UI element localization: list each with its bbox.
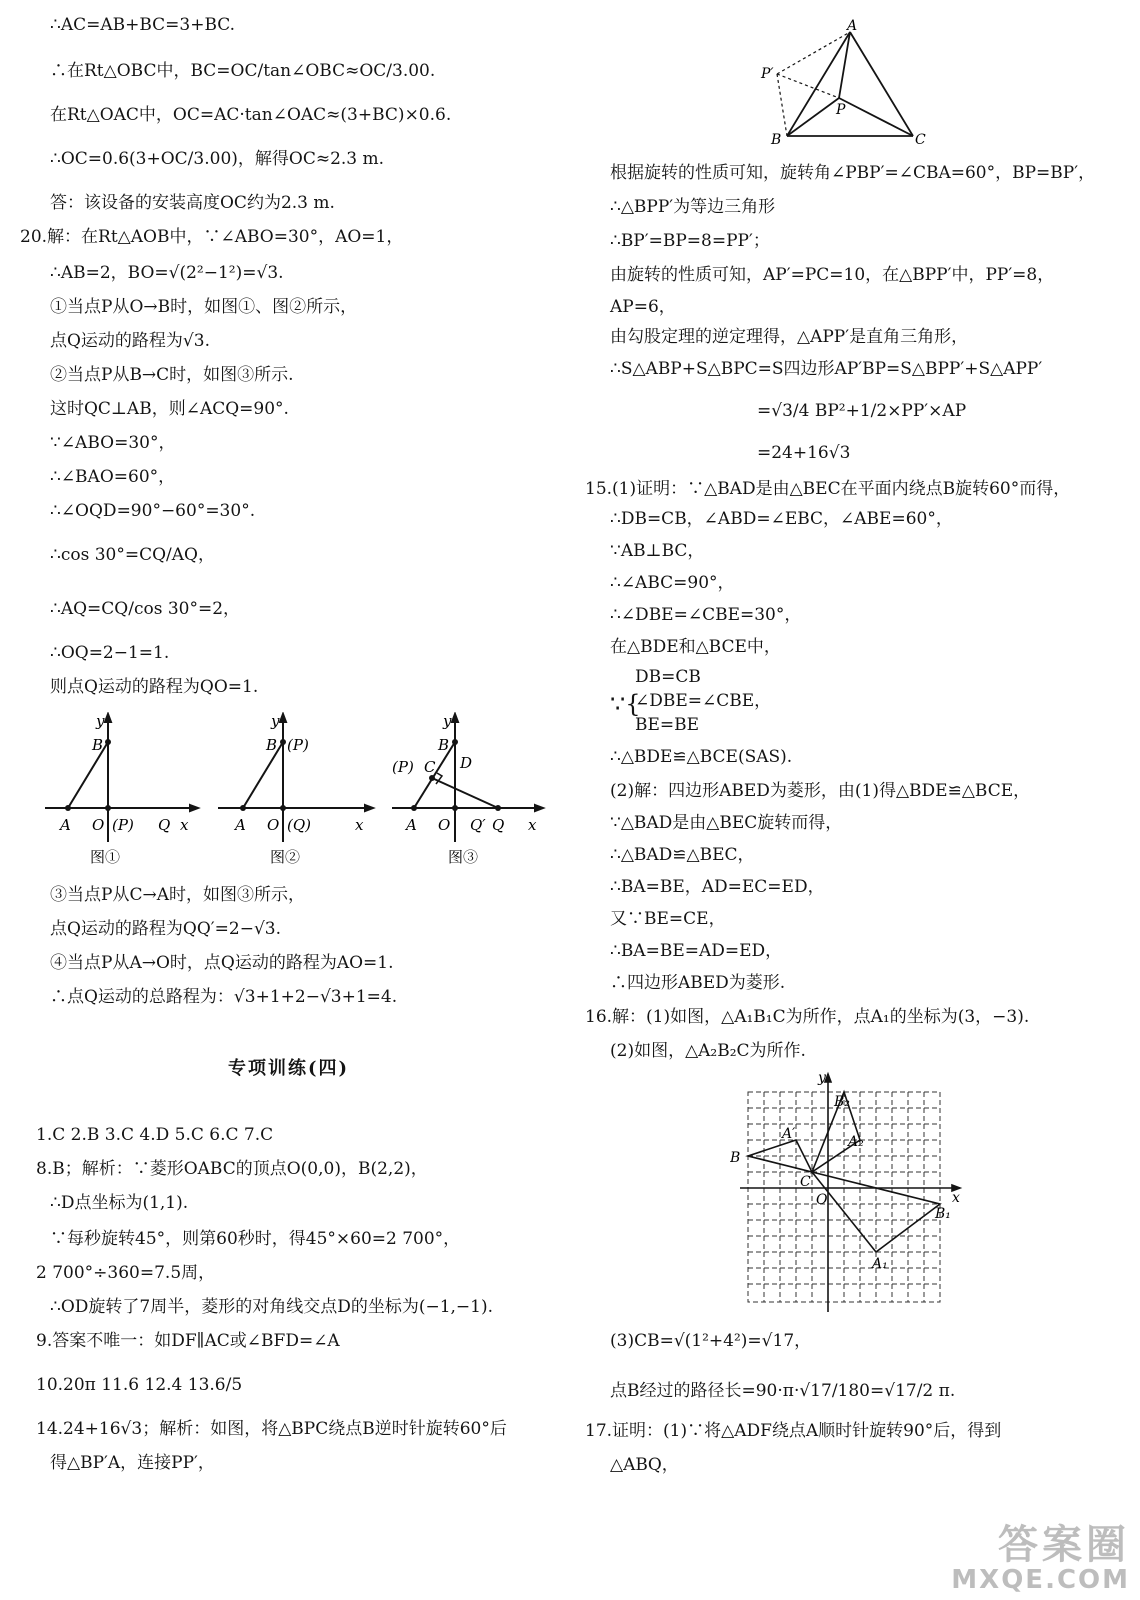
axis-label: y	[271, 712, 280, 730]
point-label: Q	[158, 816, 171, 834]
text-line: ∵每秒旋转45°，则第60秒时，得45°×60=2 700°，	[50, 1229, 461, 1249]
figure-caption: 图③	[448, 848, 479, 866]
text-line: (2)如图，△A₂B₂C为所作.	[610, 1041, 806, 1061]
text-line: 点B经过的路径长=90·π·√17/180=√17/2 π.	[610, 1381, 956, 1401]
text-line: ∴AQ=CQ/cos 30°=2，	[50, 599, 241, 619]
figure-caption: 图①	[90, 848, 121, 866]
text-line: 16.解：(1)如图，△A₁B₁C为所作，点A₁的坐标为(3，−3).	[585, 1007, 1030, 1027]
text-line: ∴△BDE≌△BCE(SAS).	[610, 747, 793, 767]
text-line: 又∵BE=CE，	[610, 909, 726, 929]
point-label: P′	[761, 66, 774, 82]
text-line: 这时QC⊥AB，则∠ACQ=90°.	[50, 399, 289, 419]
point-label: O	[267, 816, 280, 834]
text-line: ∴D点坐标为(1,1).	[50, 1193, 189, 1213]
text-line: ∴AC=AB+BC=3+BC.	[50, 15, 236, 35]
text-line: ∴cos 30°=CQ/AQ，	[50, 545, 215, 565]
text-line: 9.答案不唯一：如DF∥AC或∠BFD=∠A	[36, 1331, 340, 1351]
point-label: B	[438, 736, 450, 754]
triangle-figure	[755, 18, 955, 148]
point-label: B	[730, 1150, 741, 1166]
text-line: ∴BA=BE=AD=ED，	[610, 941, 783, 961]
text-line: 14.24+16√3；解析：如图，将△BPC绕点B逆时针旋转60°后	[36, 1419, 507, 1439]
point-label: B₁	[935, 1206, 951, 1222]
text-line: ∴OC=0.6(3+OC/3.00)，解得OC≈2.3 m.	[50, 149, 385, 169]
point-label: A	[406, 816, 417, 834]
point-label: B	[92, 736, 104, 754]
text-line: 1.C 2.B 3.C 4.D 5.C 6.C 7.C	[36, 1125, 274, 1145]
figure-caption: 图②	[270, 848, 301, 866]
text-line: ②当点P从B→C时，如图③所示.	[50, 365, 294, 385]
text-line: ∴DB=CB，∠ABD=∠EBC，∠ABE=60°，	[610, 509, 953, 529]
grid-figure	[730, 1068, 970, 1318]
point-label: A	[847, 18, 858, 34]
text-line: (2)解：四边形ABED为菱形，由(1)得△BDE≌△BCE，	[610, 781, 1031, 801]
text-line: ∠DBE=∠CBE，	[635, 691, 772, 711]
text-line: ∴∠OQD=90°−60°=30°.	[50, 501, 256, 521]
text-line: △ABQ，	[610, 1455, 679, 1475]
point-label: Q′	[470, 816, 486, 834]
text-line: 点Q运动的路程为√3.	[50, 331, 210, 351]
watermark-text: 答案圈	[998, 1522, 1130, 1568]
text-line: 在Rt△OAC中，OC=AC·tan∠OAC≈(3+BC)×0.6.	[50, 105, 452, 125]
text-line: ∴在Rt△OBC中，BC=OC/tan∠OBC≈OC/3.00.	[50, 61, 436, 81]
text-line: ∴S△ABP+S△BPC=S四边形AP′BP=S△BPP′+S△APP′	[610, 359, 1043, 379]
text-line: ∴∠DBE=∠CBE=30°，	[610, 605, 802, 625]
point-label: B	[771, 132, 782, 148]
text-line: ∵∠ABO=30°，	[50, 433, 176, 453]
text-line: 得△BP′A，连接PP′，	[50, 1453, 215, 1473]
text-line: ∴BP′=BP=8=PP′；	[610, 231, 770, 251]
point-label: A₂	[848, 1134, 864, 1150]
text-line: ∵AB⊥BC，	[610, 541, 705, 561]
text-line: 由旋转的性质可知，AP′=PC=10，在△BPP′中，PP′=8，	[610, 265, 1055, 285]
point-label: Q	[492, 816, 505, 834]
text-line: ∴∠ABC=90°，	[610, 573, 735, 593]
point-label: B	[266, 736, 278, 754]
text-line: 2 700°÷360=7.5周，	[36, 1263, 216, 1283]
text-line: (3)CB=√(1²+4²)=√17，	[610, 1331, 812, 1351]
text-line: 根据旋转的性质可知，旋转角∠PBP′=∠CBA=60°，BP=BP′，	[610, 163, 1096, 183]
text-line: ∴AB=2，BO=√(2²−1²)=√3.	[50, 263, 284, 283]
axis-label: y	[818, 1070, 826, 1086]
brace-because: ∵{	[610, 690, 641, 718]
watermark	[951, 1524, 1130, 1594]
text-line: 点Q运动的路程为QQ′=2−√3.	[50, 919, 282, 939]
point-label: A	[235, 816, 246, 834]
point-label: A′	[782, 1126, 796, 1142]
text-line: ④当点P从A→O时，点Q运动的路程为AO=1.	[50, 953, 394, 973]
text-line: 10.20π 11.6 12.4 13.6/5	[36, 1375, 243, 1395]
text-line: 则点Q运动的路程为QO=1.	[50, 677, 259, 697]
axis-label: x	[952, 1190, 960, 1206]
text-line: =24+16√3	[757, 443, 851, 463]
axis-label: y	[96, 712, 105, 730]
text-line: 15.(1)证明：∵△BAD是由△BEC在平面内绕点B旋转60°而得，	[585, 479, 1071, 499]
text-line: 在△BDE和△BCE中，	[610, 637, 781, 657]
watermark-url: MXQE.COM	[951, 1565, 1130, 1595]
text-line: ①当点P从O→B时，如图①、图②所示，	[50, 297, 358, 317]
axis-label: x	[355, 816, 364, 834]
point-label: (P)	[392, 758, 414, 776]
text-line: ∴点Q运动的总路程为：√3+1+2−√3+1=4.	[50, 987, 398, 1007]
text-line: ∴OQ=2−1=1.	[50, 643, 170, 663]
text-line: 答：该设备的安装高度OC约为2.3 m.	[50, 193, 335, 213]
figure-row-q-path	[40, 712, 560, 872]
text-line: =√3/4 BP²+1/2×PP′×AP	[757, 401, 967, 421]
point-label: P	[836, 102, 846, 118]
point-label: O	[92, 816, 105, 834]
text-line: ③当点P从C→A时，如图③所示，	[50, 885, 305, 905]
axis-label: x	[528, 816, 537, 834]
point-label: (P)	[112, 816, 134, 834]
text-line: ∴△BPP′为等边三角形	[610, 197, 776, 217]
point-label: A	[60, 816, 71, 834]
point-label: D	[460, 754, 473, 772]
axis-label: x	[180, 816, 189, 834]
text-line: 20.解：在Rt△AOB中，∵∠ABO=30°，AO=1，	[20, 227, 404, 247]
text-line: ∵△BAD是由△BEC旋转而得，	[610, 813, 843, 833]
text-line: ∴OD旋转了7周半，菱形的对角线交点D的坐标为(−1,−1).	[50, 1297, 494, 1317]
text-line: ∴∠BAO=60°，	[50, 467, 176, 487]
point-label: C	[915, 132, 926, 148]
text-line: 由勾股定理的逆定理得，△APP′是直角三角形，	[610, 327, 969, 347]
point-label: O	[438, 816, 451, 834]
point-label: A₁	[872, 1256, 888, 1272]
section-title: 专项训练(四)	[228, 1058, 350, 1079]
axis-label: y	[443, 712, 452, 730]
point-label: C	[424, 758, 436, 776]
text-line: BE=BE	[635, 715, 700, 735]
point-label: (P)	[287, 736, 309, 754]
point-label: (Q)	[287, 816, 312, 834]
text-line: DB=CB	[635, 667, 701, 687]
text-line: 8.B；解析：∵菱形OABC的顶点O(0,0)，B(2,2)，	[36, 1159, 428, 1179]
text-line: 17.证明：(1)∵将△ADF绕点A顺时针旋转90°后，得到	[585, 1421, 1002, 1441]
text-line: ∴△BAD≌△BEC，	[610, 845, 755, 865]
text-line: AP=6，	[610, 297, 676, 317]
point-label: O	[816, 1192, 828, 1208]
point-label: C	[800, 1174, 811, 1190]
text-line: ∴BA=BE，AD=EC=ED，	[610, 877, 825, 897]
point-label: B₂	[834, 1094, 850, 1110]
text-line: ∴四边形ABED为菱形.	[610, 973, 786, 993]
